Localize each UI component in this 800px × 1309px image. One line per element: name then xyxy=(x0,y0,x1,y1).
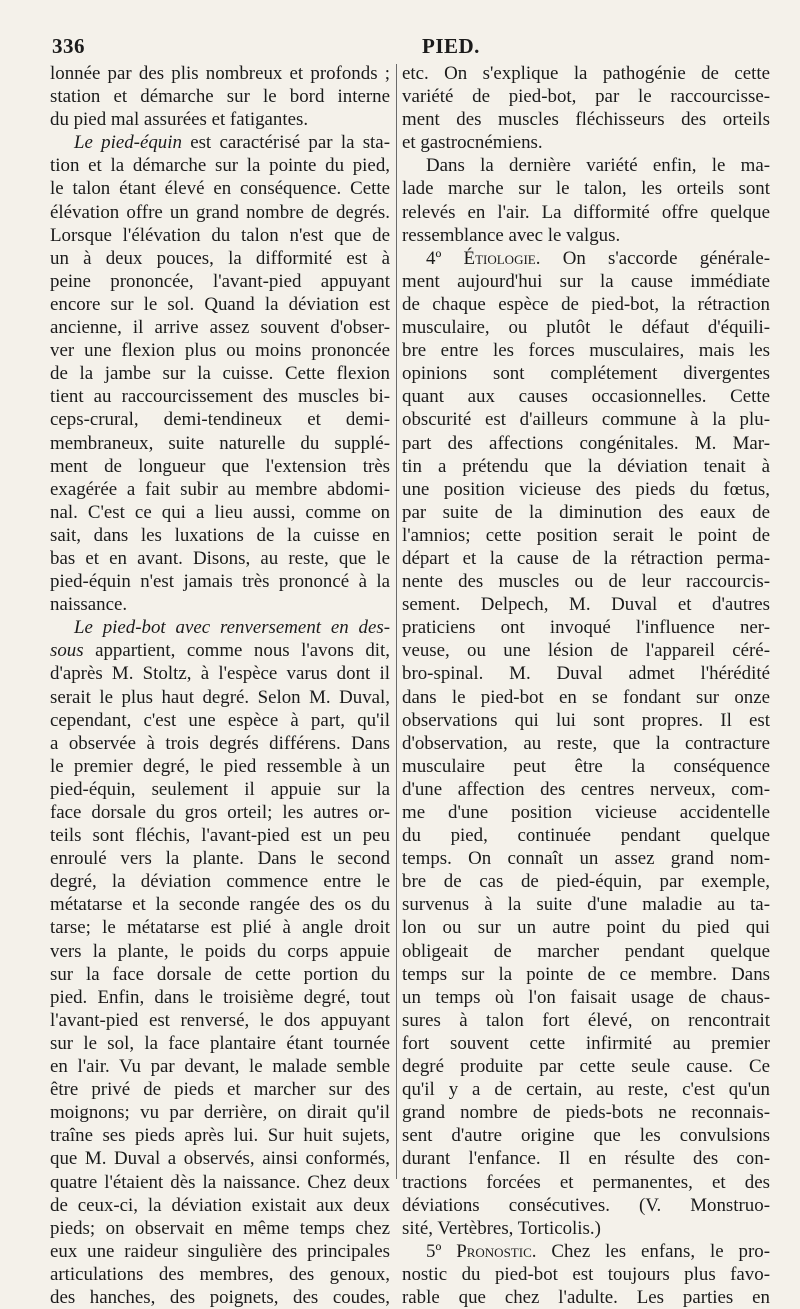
right-column xyxy=(402,62,770,1309)
line-text: déviations consécutives. (V. Monstruo- xyxy=(402,1194,770,1216)
text-line xyxy=(402,362,770,385)
line-text: peine prononcée, l'avant-pied appuyant xyxy=(50,270,390,292)
line-text: pied. Enfin, dans le troisième degré, tout xyxy=(50,986,390,1008)
text-line xyxy=(50,108,390,131)
line-text: du pied, continuée pendant quelque xyxy=(402,825,770,847)
text-line xyxy=(402,616,770,639)
line-text: obscurité est d'ailleurs commune à la plu- xyxy=(402,409,770,431)
line-text: d'après M. Stoltz, à l'espèce varus dont il xyxy=(50,663,390,685)
text-line xyxy=(402,986,770,1009)
text-line xyxy=(50,1032,390,1055)
text-line xyxy=(402,755,770,778)
line-text: ment aujourd'hui sur la cause immédiate xyxy=(402,270,770,292)
text-line xyxy=(50,755,390,778)
text-line xyxy=(402,524,770,547)
page-number: 336 xyxy=(52,34,85,58)
page-header xyxy=(52,30,772,62)
line-text: grand nombre de pieds-bots ne reconnais- xyxy=(402,1102,770,1124)
text-line xyxy=(402,131,770,154)
line-text: sement. Delpech, M. Duval et d'autres xyxy=(402,594,770,616)
text-line xyxy=(402,1263,770,1286)
text-line xyxy=(50,778,390,801)
text-line xyxy=(50,824,390,847)
line-text: tion et la démarche sur la pointe du pied, xyxy=(50,155,390,177)
text-line xyxy=(50,570,390,593)
text-line xyxy=(402,201,770,224)
text-line xyxy=(402,1032,770,1055)
running-head: PIED. xyxy=(422,34,480,58)
line-text: serait le plus haut degré. Selon M. Duval, xyxy=(50,686,390,708)
text-line xyxy=(50,616,390,639)
line-text: bre entre les forces musculaires, mais les xyxy=(402,340,770,362)
line-text: station et démarche sur le bord interne xyxy=(50,86,390,108)
line-text: relevés en l'air. La difformité offre quelque xyxy=(402,201,770,223)
text-line xyxy=(402,940,770,963)
text-line xyxy=(402,408,770,431)
line-text: par suite de la diminution des eaux de xyxy=(402,501,770,523)
text-line xyxy=(50,408,390,431)
line-text: ressemblance avec le valgus. xyxy=(402,224,621,246)
text-line xyxy=(402,778,770,801)
text-line xyxy=(402,593,770,616)
line-text: articulations des membres, des genoux, xyxy=(50,1263,390,1285)
text-line xyxy=(50,986,390,1009)
text-line xyxy=(50,247,390,270)
text-line xyxy=(50,709,390,732)
text-line xyxy=(402,108,770,131)
line-text: tient au raccourcissement des muscles bi- xyxy=(50,386,390,408)
text-line xyxy=(402,870,770,893)
line-text: nente des muscles ou de leur raccourcis- xyxy=(402,571,770,593)
text-line xyxy=(402,686,770,709)
line-text: Dans la dernière variété enfin, le ma- xyxy=(426,155,770,177)
line-text: face dorsale du gros orteil; les autres or- xyxy=(50,802,390,823)
line-text: etc. On s'explique la pathogénie de cette xyxy=(402,63,770,84)
line-text: me d'une position vicieuse accidentelle xyxy=(402,802,770,823)
line-text: un temps où l'on faisait usage de chaus- xyxy=(402,986,770,1008)
line-text: lonnée par des plis nombreux et profonds ; xyxy=(50,63,390,84)
line-text: d'une affection des centres nerveux, com- xyxy=(402,778,770,800)
line-text: dans le pied-bot en se fondant sur onze xyxy=(402,686,770,708)
line-text: nal. C'est ce qui a lieu aussi, comme on xyxy=(50,501,390,523)
text-line xyxy=(50,1009,390,1032)
text-line xyxy=(402,316,770,339)
line-text: survenus à la suite d'une maladie au ta- xyxy=(402,894,770,916)
text-line xyxy=(50,316,390,339)
line-text: départ et la cause de la rétraction perma- xyxy=(402,547,770,569)
text-line xyxy=(50,385,390,408)
line-text: quatre l'étaient dès la naissance. Chez deux xyxy=(50,1171,390,1193)
text-line xyxy=(50,686,390,709)
text-line xyxy=(50,963,390,986)
line-text: ment de longueur que l'extension très xyxy=(50,455,390,477)
line-text: nostic du pied-bot est toujours plus favo- xyxy=(402,1263,770,1285)
line-text: obligeait de marcher pendant quelque xyxy=(402,940,770,962)
text-line xyxy=(50,1263,390,1286)
line-text: durant l'enfance. Il en résulte des con- xyxy=(402,1148,770,1170)
text-line xyxy=(50,916,390,939)
text-line xyxy=(402,62,770,85)
line-text: variété de pied-bot, par le raccourcisse- xyxy=(402,86,770,108)
text-line xyxy=(402,455,770,478)
line-text: vers la plante, le poids du corps appuie xyxy=(50,940,390,962)
text-line xyxy=(402,432,770,455)
line-text: bas et en avant. Disons, au reste, que le xyxy=(50,547,390,569)
text-line xyxy=(402,154,770,177)
text-line xyxy=(50,870,390,893)
text-line xyxy=(50,1171,390,1194)
text-line xyxy=(50,201,390,224)
text-line xyxy=(50,154,390,177)
line-text: degré produite par cette seule cause. Ce xyxy=(402,1056,770,1078)
text-line xyxy=(402,1078,770,1101)
line-text: lon ou sur un autre point du pied qui xyxy=(402,917,770,939)
line-text: et gastrocnémiens. xyxy=(402,132,543,154)
line-text: exagérée a fait subir au membre abdomi- xyxy=(50,478,390,500)
text-line xyxy=(402,247,770,270)
text-line xyxy=(402,339,770,362)
text-line xyxy=(50,478,390,501)
text-line xyxy=(50,1147,390,1170)
line-text: pied-équin n'est jamais très prononcé à la xyxy=(50,571,390,593)
text-line xyxy=(50,847,390,870)
text-line xyxy=(402,547,770,570)
text-line xyxy=(402,824,770,847)
section-heading: 4º Étiologie. xyxy=(426,247,541,269)
line-text: moignons; vu par derrière, on dirait qu'il xyxy=(50,1102,390,1124)
line-text: On s'accorde générale- xyxy=(540,247,770,269)
line-text: observations qui lui sont propres. Il est xyxy=(402,709,770,731)
line-text: élévation offre un grand nombre de degrés. xyxy=(50,201,390,223)
section-heading: 5º Pronostic. xyxy=(426,1240,537,1262)
line-text: des hanches, des poignets, des coudes, xyxy=(50,1286,390,1308)
line-text: tarse; le métatarse est plié à angle droit xyxy=(50,917,390,939)
text-line xyxy=(402,177,770,200)
line-text: temps. On connaît un assez grand nom- xyxy=(402,848,770,870)
line-text: traîne ses pieds après lui. Sur huit sujets, xyxy=(50,1125,390,1147)
line-text: bre de cas de pied-équin, par exemple, xyxy=(402,871,770,893)
line-text: sur le sol, la face plantaire étant tournée xyxy=(50,1032,390,1054)
line-text: eux une raideur singulière des principales xyxy=(50,1240,390,1262)
text-line xyxy=(402,1124,770,1147)
line-text: sité, Vertèbres, Torticolis.) xyxy=(402,1217,601,1239)
text-line xyxy=(402,478,770,501)
line-text: bro-spinal. M. Duval admet l'hérédité xyxy=(402,663,770,685)
text-line xyxy=(50,293,390,316)
text-line xyxy=(50,801,390,824)
line-text: est caractérisé par la sta- xyxy=(181,132,390,154)
line-text: opinions sont complétement divergentes xyxy=(402,363,770,385)
text-line xyxy=(402,1055,770,1078)
text-line xyxy=(402,732,770,755)
line-text: a observée à trois degrés différens. Dans xyxy=(50,732,390,754)
line-text: membraneux, suite naturelle du supplé- xyxy=(50,432,390,454)
line-text: de ceux-ci, la déviation existait aux deux xyxy=(50,1194,390,1216)
line-text: Chez les enfans, le pro- xyxy=(536,1240,771,1262)
text-line xyxy=(402,1171,770,1194)
italic-heading: sous xyxy=(50,640,84,662)
text-line xyxy=(402,501,770,524)
line-text: de chaque espèce de pied-bot, la rétraction xyxy=(402,293,770,315)
text-line xyxy=(50,893,390,916)
line-text: de la jambe sur la cuisse. Cette flexion xyxy=(50,363,390,385)
text-line xyxy=(50,1194,390,1217)
line-text: ver une flexion plus ou moins prononcée xyxy=(50,340,390,362)
line-text: l'avant-pied est renversé, le dos appuyant xyxy=(50,1009,390,1031)
line-text: appartient, comme nous l'avons dit, xyxy=(83,640,390,662)
line-text: qu'il y a de certain, au reste, c'est qu'un xyxy=(402,1079,770,1101)
line-text: du pied mal assurées et fatigantes. xyxy=(50,109,309,131)
line-text: le premier degré, le pied ressemble à un xyxy=(50,755,390,777)
line-text: degré, la déviation commence entre le xyxy=(50,871,390,893)
text-line xyxy=(50,224,390,247)
text-line xyxy=(402,662,770,685)
text-line xyxy=(402,1147,770,1170)
text-line xyxy=(402,963,770,986)
text-line xyxy=(402,709,770,732)
text-line xyxy=(402,385,770,408)
line-text: cependant, c'est une espèce à part, qu'il xyxy=(50,709,390,731)
text-line xyxy=(402,224,770,247)
line-text: pied-équin, seulement il appuie sur la xyxy=(50,778,390,800)
text-line xyxy=(50,732,390,755)
text-line xyxy=(402,1286,770,1309)
text-line xyxy=(50,177,390,200)
line-text: teils sont fléchis, l'avant-pied est un peu xyxy=(50,825,390,847)
text-line xyxy=(402,893,770,916)
text-line xyxy=(402,1194,770,1217)
line-text: rable que chez l'adulte. Les parties en xyxy=(402,1286,770,1308)
text-line xyxy=(50,455,390,478)
text-line xyxy=(402,1101,770,1124)
text-line xyxy=(50,131,390,154)
line-text: lade marche sur le talon, les orteils sont xyxy=(402,178,770,200)
line-text: enroulé vers la plante. Dans le second xyxy=(50,848,390,870)
text-line xyxy=(50,593,390,616)
text-line xyxy=(50,270,390,293)
line-text: d'observation, au reste, que la contracture xyxy=(402,732,770,754)
line-text: musculaire peut être la conséquence xyxy=(402,755,770,777)
left-column xyxy=(50,62,390,1309)
line-text: fort souvent cette infirmité au premier xyxy=(402,1032,770,1054)
text-line xyxy=(402,1217,770,1240)
line-text: ment des muscles fléchisseurs des orteils xyxy=(402,109,770,131)
text-line xyxy=(50,524,390,547)
line-text: naissance. xyxy=(50,594,128,616)
text-line xyxy=(402,270,770,293)
text-line xyxy=(50,62,390,85)
line-text: musculaire, ou plutôt le défaut d'équili- xyxy=(402,317,770,339)
text-line xyxy=(50,432,390,455)
text-line xyxy=(50,1055,390,1078)
line-text: temps sur la pointe de ce membre. Dans xyxy=(402,963,770,985)
text-line xyxy=(402,1240,770,1263)
text-line xyxy=(402,293,770,316)
line-text: être privé de pieds et marcher sur des xyxy=(50,1079,390,1101)
line-text: sures à talon fort élevé, on rencontrait xyxy=(402,1009,770,1031)
text-line xyxy=(402,85,770,108)
text-line xyxy=(50,1078,390,1101)
line-text: praticiens ont invoqué l'influence ner- xyxy=(402,617,770,639)
text-line xyxy=(50,362,390,385)
column-divider xyxy=(396,64,397,1179)
line-text: tractions forcées et permanentes, et des xyxy=(402,1171,770,1193)
text-line xyxy=(402,639,770,662)
line-text: métatarse et la seconde rangée des os du xyxy=(50,894,390,916)
line-text: sent d'autre origine que les convulsions xyxy=(402,1125,770,1147)
line-text: un à deux pouces, la difformité est à xyxy=(50,247,390,269)
line-text: Lorsque l'élévation du talon n'est que de xyxy=(50,224,390,246)
text-line xyxy=(50,547,390,570)
line-text: sait, dans les luxations de la cuisse en xyxy=(50,524,390,546)
text-line xyxy=(50,85,390,108)
text-line xyxy=(50,501,390,524)
line-text: en l'air. Vu par devant, le malade semble xyxy=(50,1056,390,1078)
italic-heading: Le pied-bot avec renversement en des- xyxy=(74,617,390,639)
line-text: encore sur le sol. Quand la déviation est xyxy=(50,293,390,315)
line-text: ancienne, il arrive assez souvent d'obser- xyxy=(50,317,390,339)
line-text: une position vicieuse des pieds du fœtus, xyxy=(402,478,770,500)
text-line xyxy=(402,801,770,824)
line-text: sur la face dorsale de cette portion du xyxy=(50,963,390,985)
text-line xyxy=(50,339,390,362)
text-line xyxy=(50,1101,390,1124)
text-line xyxy=(402,570,770,593)
text-line xyxy=(50,1286,390,1309)
line-text: quant aux causes occasionnelles. Cette xyxy=(402,386,770,408)
text-line xyxy=(50,639,390,662)
text-line xyxy=(402,916,770,939)
text-line xyxy=(50,1217,390,1240)
line-text: veuse, ou une lésion de l'appareil céré- xyxy=(402,640,770,662)
text-line xyxy=(50,1124,390,1147)
text-line xyxy=(50,662,390,685)
line-text: que M. Duval a observés, ainsi conformés, xyxy=(50,1148,390,1170)
italic-heading: Le pied-équin xyxy=(74,132,182,154)
line-text: ceps-crural, demi-tendineux et demi- xyxy=(50,409,390,431)
line-text: tin a prétendu que la déviation tenait à xyxy=(402,455,770,477)
text-line xyxy=(402,1009,770,1032)
text-line xyxy=(402,847,770,870)
line-text: part des affections congénitales. M. Mar- xyxy=(402,432,770,454)
text-line xyxy=(50,1240,390,1263)
line-text: l'amnios; cette position serait le point de xyxy=(402,524,770,546)
line-text: pieds; on observait en même temps chez xyxy=(50,1217,390,1239)
line-text: le talon étant élevé en conséquence. Cette xyxy=(50,178,390,200)
text-line xyxy=(50,940,390,963)
